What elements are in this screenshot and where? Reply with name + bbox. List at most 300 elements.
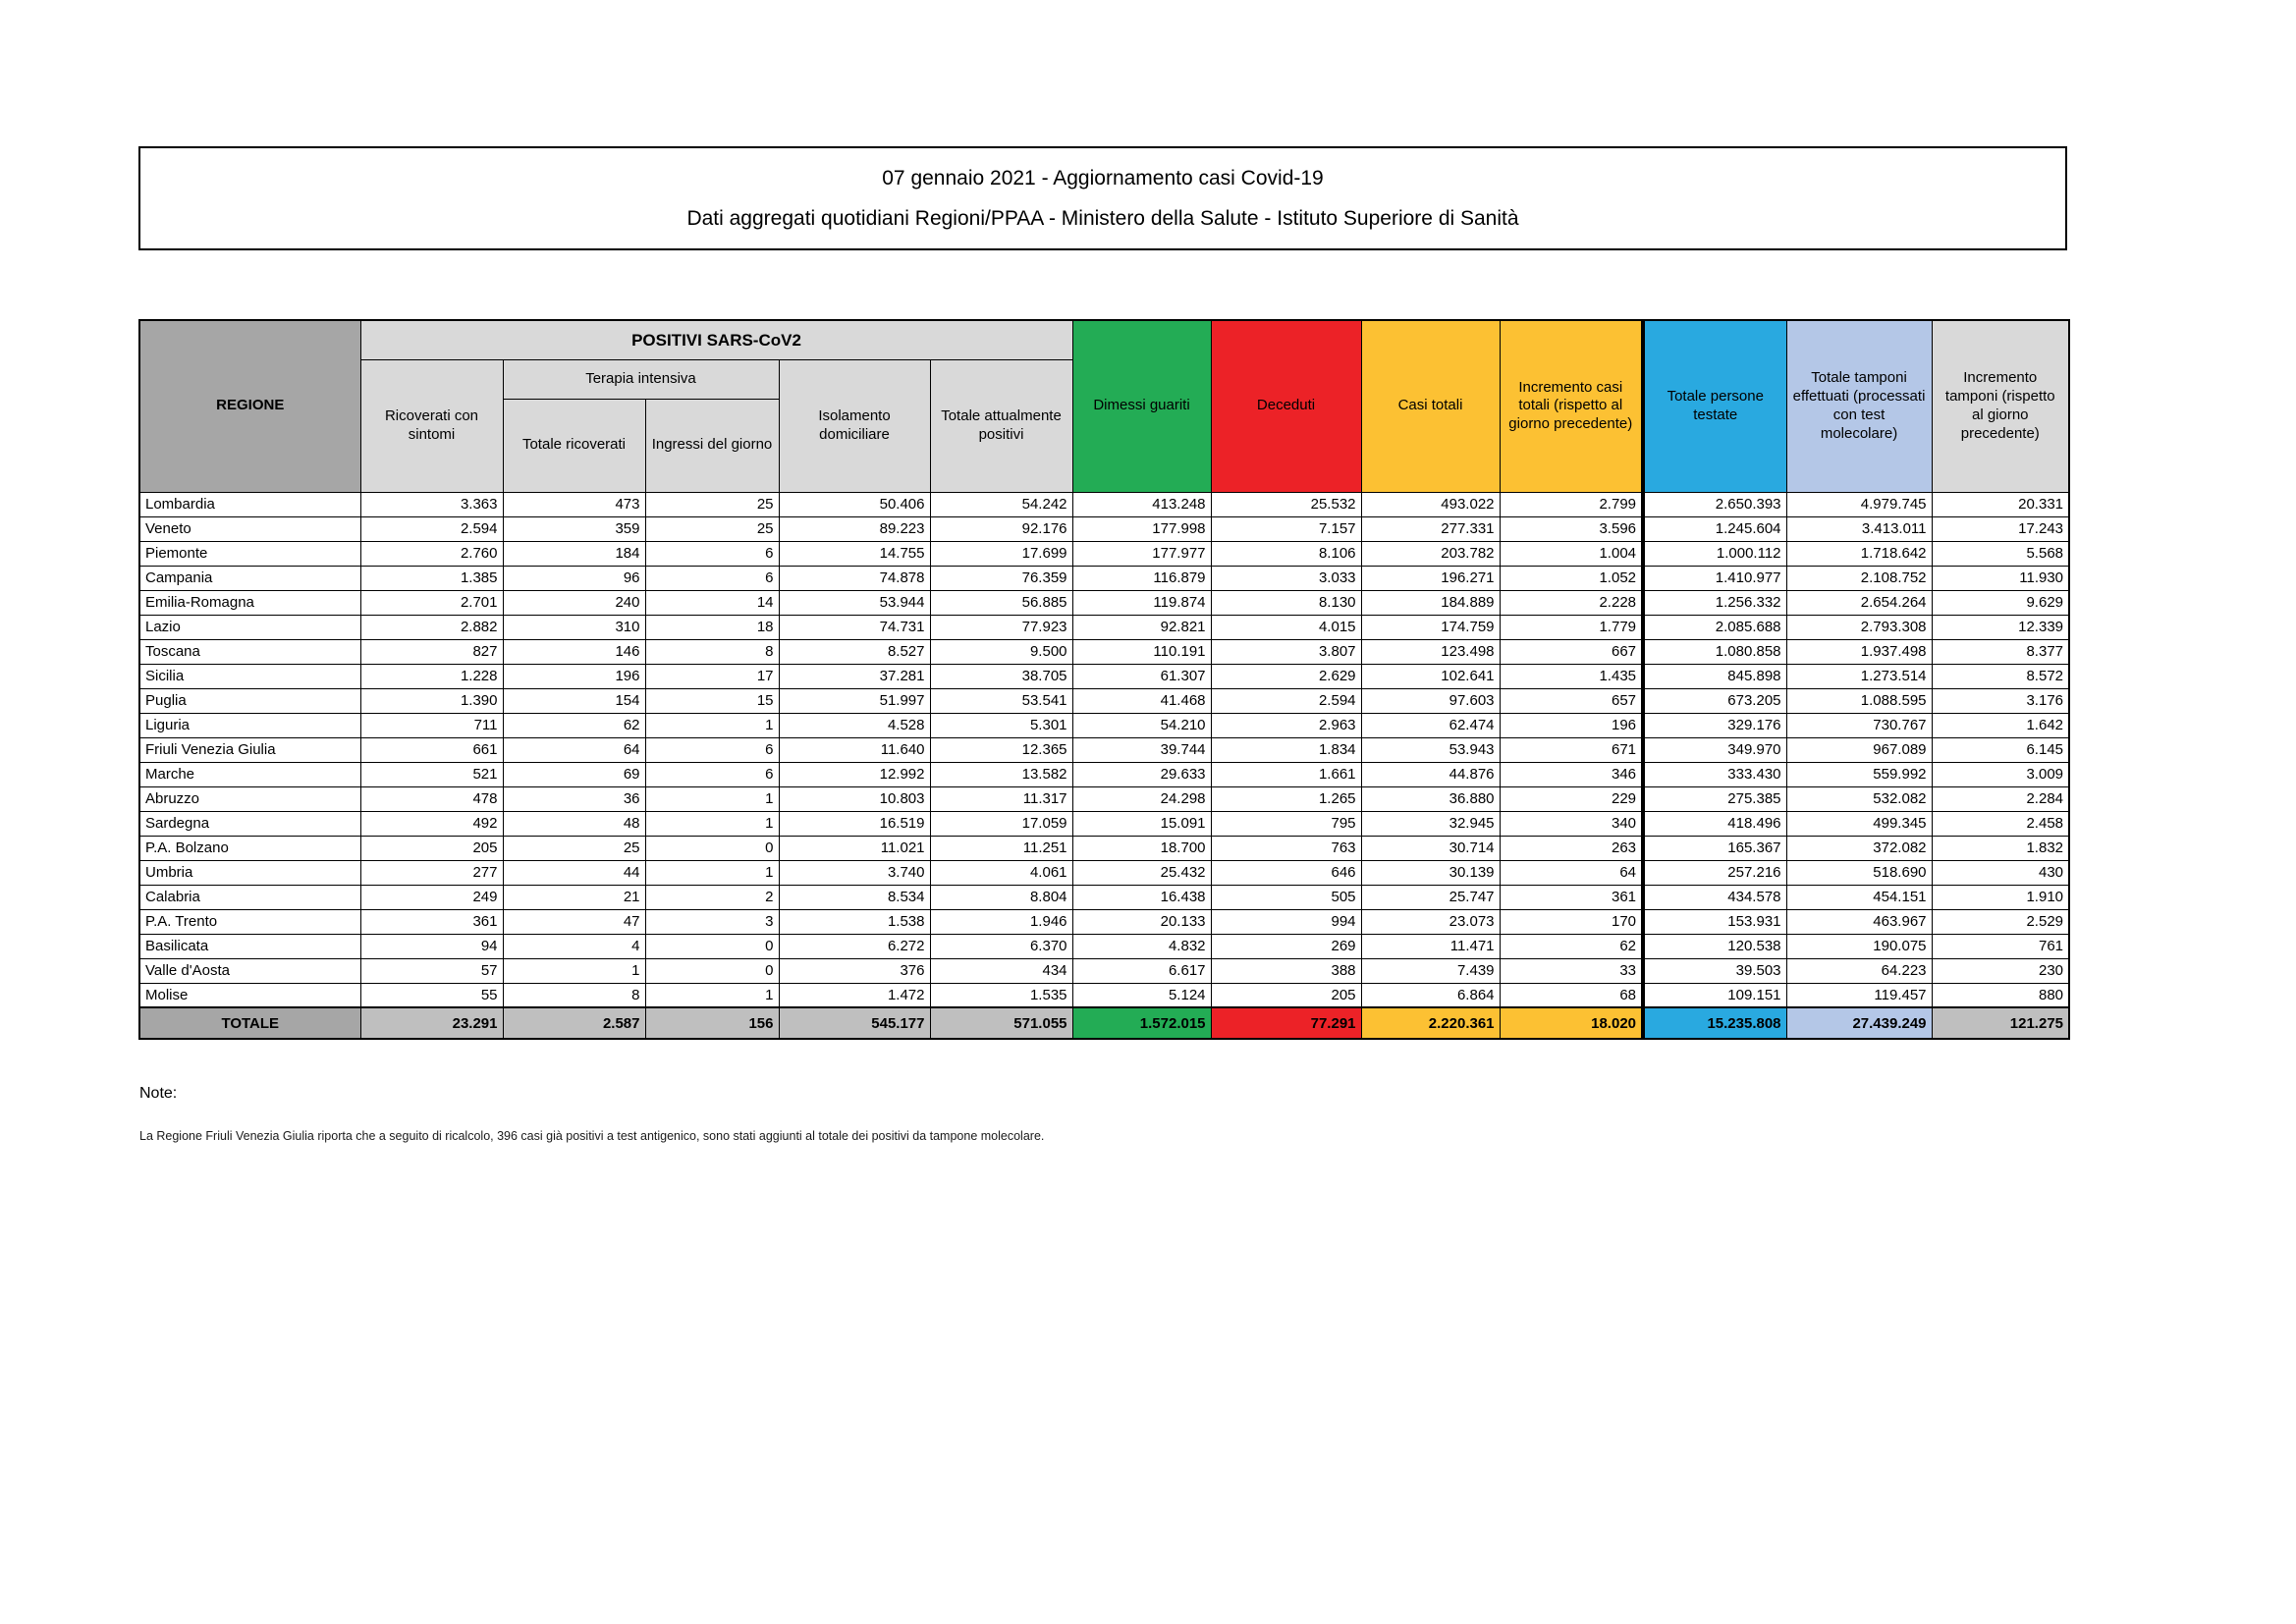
value-cell: 146 (503, 639, 645, 664)
value-cell: 388 (1211, 958, 1361, 983)
value-cell: 47 (503, 909, 645, 934)
value-cell: 845.898 (1643, 664, 1786, 688)
value-cell: 499.345 (1786, 811, 1932, 836)
value-cell: 661 (360, 737, 503, 762)
value-cell: 1.472 (779, 983, 930, 1007)
value-cell: 1.004 (1500, 541, 1643, 566)
value-cell: 30.139 (1361, 860, 1500, 885)
value-cell: 17.243 (1932, 516, 2069, 541)
page-title: 07 gennaio 2021 - Aggiornamento casi Covid-19 (882, 166, 1324, 189)
value-cell: 1.661 (1211, 762, 1361, 786)
table-row (139, 836, 2069, 860)
value-cell: 12.339 (1932, 615, 2069, 639)
notes-heading: Note: (139, 1085, 178, 1102)
column-header-regione: REGIONE (139, 320, 360, 492)
total-value-cell: 156 (645, 1007, 779, 1039)
value-cell: 16.519 (779, 811, 930, 836)
value-cell: 10.803 (779, 786, 930, 811)
total-value-cell: 121.275 (1932, 1007, 2069, 1039)
value-cell: 6 (645, 737, 779, 762)
value-cell: 25 (645, 516, 779, 541)
total-value-cell: 15.235.808 (1643, 1007, 1786, 1039)
column-header-ricoverati: Ricoverati con sintomi (360, 359, 503, 492)
total-value-cell: 2.587 (503, 1007, 645, 1039)
value-cell: 1 (645, 983, 779, 1007)
region-name-cell: Molise (139, 983, 360, 1007)
value-cell: 478 (360, 786, 503, 811)
value-cell: 89.223 (779, 516, 930, 541)
table-row (139, 811, 2069, 836)
value-cell: 2.228 (1500, 590, 1643, 615)
value-cell: 55 (360, 983, 503, 1007)
value-cell: 277.331 (1361, 516, 1500, 541)
value-cell: 18 (645, 615, 779, 639)
value-cell: 20.331 (1932, 492, 2069, 516)
column-header-dimessi-guariti: Dimessi guariti (1072, 320, 1211, 492)
value-cell: 1 (645, 811, 779, 836)
value-cell: 174.759 (1361, 615, 1500, 639)
value-cell: 62 (503, 713, 645, 737)
value-cell: 154 (503, 688, 645, 713)
value-cell: 57 (360, 958, 503, 983)
column-header-incremento-tamponi: Incremento tamponi (rispetto al giorno precedente) (1932, 320, 2069, 492)
table-total-row (139, 1007, 2069, 1039)
value-cell: 559.992 (1786, 762, 1932, 786)
value-cell: 41.468 (1072, 688, 1211, 713)
value-cell: 196 (503, 664, 645, 688)
table-row (139, 983, 2069, 1007)
value-cell: 1.779 (1500, 615, 1643, 639)
title-box (138, 146, 2067, 250)
value-cell: 1.390 (360, 688, 503, 713)
value-cell: 240 (503, 590, 645, 615)
value-cell: 6.864 (1361, 983, 1500, 1007)
table-row (139, 590, 2069, 615)
value-cell: 44 (503, 860, 645, 885)
value-cell: 1.410.977 (1643, 566, 1786, 590)
region-name-cell: Veneto (139, 516, 360, 541)
value-cell: 153.931 (1643, 909, 1786, 934)
value-cell: 17 (645, 664, 779, 688)
value-cell: 1.435 (1500, 664, 1643, 688)
region-name-cell: Emilia-Romagna (139, 590, 360, 615)
value-cell: 25.532 (1211, 492, 1361, 516)
value-cell: 646 (1211, 860, 1361, 885)
value-cell: 203.782 (1361, 541, 1500, 566)
region-name-cell: Umbria (139, 860, 360, 885)
value-cell: 74.878 (779, 566, 930, 590)
value-cell: 196 (1500, 713, 1643, 737)
value-cell: 6 (645, 541, 779, 566)
value-cell: 11.317 (930, 786, 1072, 811)
value-cell: 269 (1211, 934, 1361, 958)
table-row (139, 688, 2069, 713)
region-name-cell: Marche (139, 762, 360, 786)
value-cell: 62 (1500, 934, 1643, 958)
value-cell: 64 (1500, 860, 1643, 885)
column-header-tamponi: Totale tamponi effettuati (processati con test molecolare) (1786, 320, 1932, 492)
value-cell: 0 (645, 836, 779, 860)
value-cell: 376 (779, 958, 930, 983)
value-cell: 4.832 (1072, 934, 1211, 958)
value-cell: 3 (645, 909, 779, 934)
value-cell: 730.767 (1786, 713, 1932, 737)
value-cell: 3.009 (1932, 762, 2069, 786)
value-cell: 54.242 (930, 492, 1072, 516)
column-header-casi-totali: Casi totali (1361, 320, 1500, 492)
value-cell: 2.458 (1932, 811, 2069, 836)
value-cell: 77.923 (930, 615, 1072, 639)
value-cell: 2.650.393 (1643, 492, 1786, 516)
value-cell: 310 (503, 615, 645, 639)
value-cell: 17.699 (930, 541, 1072, 566)
region-name-cell: Toscana (139, 639, 360, 664)
table-row (139, 885, 2069, 909)
value-cell: 8 (645, 639, 779, 664)
value-cell: 17.059 (930, 811, 1072, 836)
value-cell: 8.130 (1211, 590, 1361, 615)
value-cell: 277 (360, 860, 503, 885)
value-cell: 177.998 (1072, 516, 1211, 541)
region-name-cell: Sicilia (139, 664, 360, 688)
value-cell: 463.967 (1786, 909, 1932, 934)
value-cell: 1 (645, 786, 779, 811)
value-cell: 372.082 (1786, 836, 1932, 860)
table-row (139, 516, 2069, 541)
value-cell: 346 (1500, 762, 1643, 786)
region-name-cell: Calabria (139, 885, 360, 909)
total-value-cell: 571.055 (930, 1007, 1072, 1039)
value-cell: 3.740 (779, 860, 930, 885)
value-cell: 2.701 (360, 590, 503, 615)
value-cell: 230 (1932, 958, 2069, 983)
value-cell: 4 (503, 934, 645, 958)
region-name-cell: Lombardia (139, 492, 360, 516)
total-label-cell: TOTALE (139, 1007, 360, 1039)
value-cell: 110.191 (1072, 639, 1211, 664)
value-cell: 275.385 (1643, 786, 1786, 811)
value-cell: 64 (503, 737, 645, 762)
value-cell: 119.874 (1072, 590, 1211, 615)
table-row (139, 860, 2069, 885)
value-cell: 6.145 (1932, 737, 2069, 762)
value-cell: 32.945 (1361, 811, 1500, 836)
value-cell: 795 (1211, 811, 1361, 836)
value-cell: 13.582 (930, 762, 1072, 786)
value-cell: 6.617 (1072, 958, 1211, 983)
value-cell: 53.944 (779, 590, 930, 615)
value-cell: 21 (503, 885, 645, 909)
value-cell: 11.021 (779, 836, 930, 860)
value-cell: 1.228 (360, 664, 503, 688)
subgroup-header-terapia-intensiva: Terapia intensiva (503, 359, 779, 399)
value-cell: 518.690 (1786, 860, 1932, 885)
value-cell: 1.832 (1932, 836, 2069, 860)
covid-table-container (138, 319, 2070, 1040)
value-cell: 7.157 (1211, 516, 1361, 541)
column-header-deceduti: Deceduti (1211, 320, 1361, 492)
value-cell: 967.089 (1786, 737, 1932, 762)
value-cell: 1.642 (1932, 713, 2069, 737)
value-cell: 249 (360, 885, 503, 909)
column-header-persone-testate: Totale persone testate (1643, 320, 1786, 492)
value-cell: 711 (360, 713, 503, 737)
value-cell: 8.534 (779, 885, 930, 909)
value-cell: 492 (360, 811, 503, 836)
value-cell: 6.370 (930, 934, 1072, 958)
region-name-cell: Liguria (139, 713, 360, 737)
value-cell: 92.176 (930, 516, 1072, 541)
value-cell: 53.943 (1361, 737, 1500, 762)
value-cell: 1.273.514 (1786, 664, 1932, 688)
value-cell: 15.091 (1072, 811, 1211, 836)
column-header-ti-totale-ricoverati: Totale ricoverati (503, 399, 645, 492)
region-name-cell: Lazio (139, 615, 360, 639)
value-cell: 76.359 (930, 566, 1072, 590)
value-cell: 1.834 (1211, 737, 1361, 762)
value-cell: 16.438 (1072, 885, 1211, 909)
value-cell: 184 (503, 541, 645, 566)
region-name-cell: Piemonte (139, 541, 360, 566)
value-cell: 61.307 (1072, 664, 1211, 688)
table-row (139, 639, 2069, 664)
value-cell: 0 (645, 934, 779, 958)
value-cell: 4.979.745 (1786, 492, 1932, 516)
table-row (139, 615, 2069, 639)
value-cell: 880 (1932, 983, 2069, 1007)
value-cell: 329.176 (1643, 713, 1786, 737)
column-header-incremento-casi: Incremento casi totali (rispetto al giorno precedente) (1500, 320, 1643, 492)
value-cell: 2 (645, 885, 779, 909)
value-cell: 1.718.642 (1786, 541, 1932, 566)
value-cell: 8.527 (779, 639, 930, 664)
table-row (139, 713, 2069, 737)
group-header-positivi-sars-cov2: POSITIVI SARS-CoV2 (360, 320, 1072, 359)
value-cell: 37.281 (779, 664, 930, 688)
value-cell: 36 (503, 786, 645, 811)
total-value-cell: 1.572.015 (1072, 1007, 1211, 1039)
value-cell: 190.075 (1786, 934, 1932, 958)
value-cell: 1.000.112 (1643, 541, 1786, 566)
table-row (139, 566, 2069, 590)
value-cell: 56.885 (930, 590, 1072, 615)
region-name-cell: Friuli Venezia Giulia (139, 737, 360, 762)
value-cell: 25 (503, 836, 645, 860)
notes-body: La Regione Friuli Venezia Giulia riporta che a seguito di ricalcolo, 396 casi già positivi a test antigenico, sono stati aggiunti al totale dei positivi da tampone molecolare. (139, 1129, 1045, 1143)
value-cell: 2.629 (1211, 664, 1361, 688)
value-cell: 361 (1500, 885, 1643, 909)
value-cell: 1.946 (930, 909, 1072, 934)
value-cell: 2.882 (360, 615, 503, 639)
value-cell: 7.439 (1361, 958, 1500, 983)
value-cell: 6 (645, 762, 779, 786)
value-cell: 25.747 (1361, 885, 1500, 909)
value-cell: 2.529 (1932, 909, 2069, 934)
value-cell: 205 (1211, 983, 1361, 1007)
value-cell: 68 (1500, 983, 1643, 1007)
value-cell: 2.793.308 (1786, 615, 1932, 639)
value-cell: 12.992 (779, 762, 930, 786)
value-cell: 359 (503, 516, 645, 541)
value-cell: 434 (930, 958, 1072, 983)
value-cell: 11.471 (1361, 934, 1500, 958)
value-cell: 673.205 (1643, 688, 1786, 713)
value-cell: 50.406 (779, 492, 930, 516)
value-cell: 1.088.595 (1786, 688, 1932, 713)
value-cell: 1 (503, 958, 645, 983)
value-cell: 15 (645, 688, 779, 713)
value-cell: 430 (1932, 860, 2069, 885)
value-cell: 1.910 (1932, 885, 2069, 909)
value-cell: 3.596 (1500, 516, 1643, 541)
value-cell: 1 (645, 713, 779, 737)
value-cell: 1.937.498 (1786, 639, 1932, 664)
value-cell: 994 (1211, 909, 1361, 934)
value-cell: 667 (1500, 639, 1643, 664)
value-cell: 2.284 (1932, 786, 2069, 811)
region-name-cell: Puglia (139, 688, 360, 713)
page-subtitle: Dati aggregati quotidiani Regioni/PPAA - Ministero della Salute - Istituto Superiore di Sanità (686, 207, 1519, 231)
value-cell: 18.700 (1072, 836, 1211, 860)
covid-data-table (138, 319, 2070, 1040)
value-cell: 1.535 (930, 983, 1072, 1007)
table-row (139, 541, 2069, 566)
value-cell: 6 (645, 566, 779, 590)
value-cell: 473 (503, 492, 645, 516)
value-cell: 102.641 (1361, 664, 1500, 688)
value-cell: 3.176 (1932, 688, 2069, 713)
value-cell: 827 (360, 639, 503, 664)
value-cell: 54.210 (1072, 713, 1211, 737)
value-cell: 263 (1500, 836, 1643, 860)
value-cell: 4.015 (1211, 615, 1361, 639)
column-header-isolamento: Isolamento domiciliare (779, 359, 930, 492)
value-cell: 657 (1500, 688, 1643, 713)
value-cell: 2.085.688 (1643, 615, 1786, 639)
value-cell: 92.821 (1072, 615, 1211, 639)
value-cell: 20.133 (1072, 909, 1211, 934)
value-cell: 3.413.011 (1786, 516, 1932, 541)
value-cell: 761 (1932, 934, 2069, 958)
region-name-cell: Campania (139, 566, 360, 590)
value-cell: 5.124 (1072, 983, 1211, 1007)
value-cell: 38.705 (930, 664, 1072, 688)
value-cell: 74.731 (779, 615, 930, 639)
value-cell: 1.538 (779, 909, 930, 934)
value-cell: 3.363 (360, 492, 503, 516)
value-cell: 257.216 (1643, 860, 1786, 885)
value-cell: 5.568 (1932, 541, 2069, 566)
value-cell: 11.930 (1932, 566, 2069, 590)
value-cell: 14.755 (779, 541, 930, 566)
value-cell: 29.633 (1072, 762, 1211, 786)
region-name-cell: Abruzzo (139, 786, 360, 811)
value-cell: 0 (645, 958, 779, 983)
value-cell: 1.052 (1500, 566, 1643, 590)
value-cell: 24.298 (1072, 786, 1211, 811)
value-cell: 2.594 (1211, 688, 1361, 713)
table-body (139, 492, 2069, 1007)
value-cell: 11.640 (779, 737, 930, 762)
total-value-cell: 545.177 (779, 1007, 930, 1039)
value-cell: 25 (645, 492, 779, 516)
value-cell: 170 (1500, 909, 1643, 934)
value-cell: 1.256.332 (1643, 590, 1786, 615)
value-cell: 69 (503, 762, 645, 786)
value-cell: 340 (1500, 811, 1643, 836)
value-cell: 1 (645, 860, 779, 885)
value-cell: 30.714 (1361, 836, 1500, 860)
value-cell: 119.457 (1786, 983, 1932, 1007)
value-cell: 8.804 (930, 885, 1072, 909)
value-cell: 1.385 (360, 566, 503, 590)
value-cell: 11.251 (930, 836, 1072, 860)
value-cell: 64.223 (1786, 958, 1932, 983)
value-cell: 418.496 (1643, 811, 1786, 836)
value-cell: 532.082 (1786, 786, 1932, 811)
table-row (139, 492, 2069, 516)
table-row (139, 762, 2069, 786)
table-row (139, 664, 2069, 688)
value-cell: 9.500 (930, 639, 1072, 664)
region-name-cell: Basilicata (139, 934, 360, 958)
value-cell: 25.432 (1072, 860, 1211, 885)
value-cell: 53.541 (930, 688, 1072, 713)
total-value-cell: 18.020 (1500, 1007, 1643, 1039)
value-cell: 2.654.264 (1786, 590, 1932, 615)
region-name-cell: P.A. Trento (139, 909, 360, 934)
value-cell: 8.377 (1932, 639, 2069, 664)
value-cell: 8 (503, 983, 645, 1007)
region-name-cell: Valle d'Aosta (139, 958, 360, 983)
value-cell: 120.538 (1643, 934, 1786, 958)
value-cell: 349.970 (1643, 737, 1786, 762)
table-row (139, 786, 2069, 811)
value-cell: 12.365 (930, 737, 1072, 762)
value-cell: 184.889 (1361, 590, 1500, 615)
total-value-cell: 2.220.361 (1361, 1007, 1500, 1039)
value-cell: 33 (1500, 958, 1643, 983)
region-name-cell: P.A. Bolzano (139, 836, 360, 860)
value-cell: 1.245.604 (1643, 516, 1786, 541)
value-cell: 6.272 (779, 934, 930, 958)
total-value-cell: 77.291 (1211, 1007, 1361, 1039)
value-cell: 1.265 (1211, 786, 1361, 811)
value-cell: 4.528 (779, 713, 930, 737)
value-cell: 493.022 (1361, 492, 1500, 516)
value-cell: 2.760 (360, 541, 503, 566)
table-row (139, 737, 2069, 762)
value-cell: 361 (360, 909, 503, 934)
value-cell: 23.073 (1361, 909, 1500, 934)
value-cell: 97.603 (1361, 688, 1500, 713)
value-cell: 123.498 (1361, 639, 1500, 664)
value-cell: 109.151 (1643, 983, 1786, 1007)
table-row (139, 909, 2069, 934)
value-cell: 96 (503, 566, 645, 590)
table-row (139, 958, 2069, 983)
value-cell: 196.271 (1361, 566, 1500, 590)
value-cell: 116.879 (1072, 566, 1211, 590)
value-cell: 165.367 (1643, 836, 1786, 860)
column-header-ti-ingressi-giorno: Ingressi del giorno (645, 399, 779, 492)
header-row-group (139, 320, 2069, 359)
value-cell: 51.997 (779, 688, 930, 713)
total-value-cell: 27.439.249 (1786, 1007, 1932, 1039)
value-cell: 333.430 (1643, 762, 1786, 786)
value-cell: 1.080.858 (1643, 639, 1786, 664)
value-cell: 2.963 (1211, 713, 1361, 737)
